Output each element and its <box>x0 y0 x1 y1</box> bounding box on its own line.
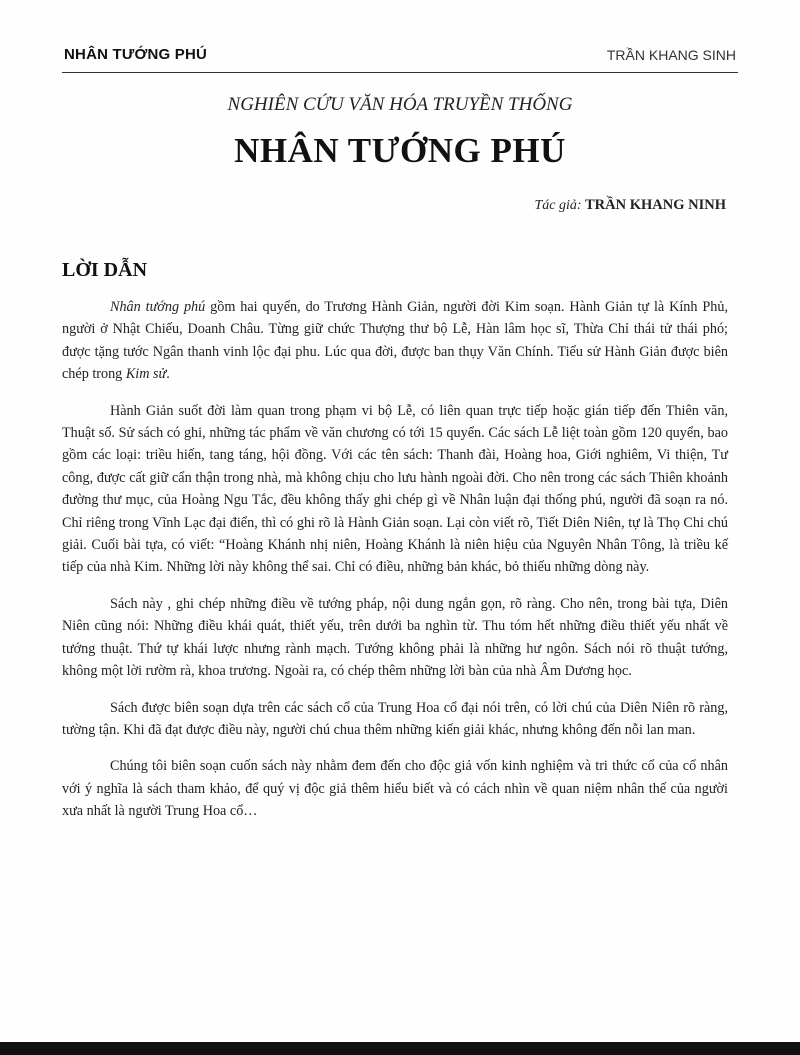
book-title-italic: Nhân tướng phú <box>110 299 206 315</box>
author-name: TRẦN KHANG NINH <box>585 197 726 213</box>
author-line <box>534 197 726 214</box>
paragraph-5: Chúng tôi biên soạn cuốn sách này nhằm đem đến cho độc giả vốn kinh nghiệm và tri thức cổ của cổ nhân với ý nghĩa là sách tham khảo, để quý vị độc giả thêm hiểu biết và có cách nhìn về quan niệm nhân thế của người xưa nhất là người Trung Hoa cổ… <box>62 758 728 820</box>
section-heading: LỜI DẪN <box>62 259 148 281</box>
paragraph-1 <box>62 296 728 386</box>
paragraph-2: Hành Giản suốt đời làm quan trong phạm vi bộ Lễ, có liên quan trực tiếp hoặc gián tiếp đến Thiên văn, Thuật số. Sử sách có ghi, những tác phẩm về văn chương có tới 15 quyển. Các sách Lễ liệt toàn gồm 120 quyển, bao gồm các loại: triều hiến, tang táng, hội đồng. Với các tên sách: Thanh đài, Hoàng hoa, Giới nghiêm, Vi thiện, Tư công, được cất giữ cẩn thận trong nhà, mà không chịu cho lưu hành ngoài đời. Cho nên trong các sách Thiên khoảnh đường thư mục, của Hoàng Ngu Tắc, đều không thấy ghi chép gì về Nhân luận đại thống phú, người đã soạn ra nó. Chỉ riêng trong Vĩnh Lạc đại điển, thì có ghi rõ là Hành Giản soạn. Lại còn viết rõ, Tiết Diên Niên, tự là Thọ Chi chú giải. Cuối bài tựa, có viết: “Hoàng Khánh nhị niên, Hoàng Khánh là niên hiệu của Nguyên Nhân Tông, là triều kế tiếp của nhà Kim. Những lời này không thể sai. Chỉ có điều, những bản khác, bỏ thiếu những dòng này. <box>62 402 728 576</box>
running-header <box>62 44 738 73</box>
series-subtitle: NGHIÊN CỨU VĂN HÓA TRUYỀN THỐNG <box>227 94 573 115</box>
document-title: NHÂN TƯỚNG PHÚ <box>234 131 566 170</box>
paragraph-4: Sách được biên soạn dựa trên các sách cổ của Trung Hoa cổ đại nói trên, có lời chú của Diên Niên rõ ràng, tường tận. Khi đã đạt được điều này, người chú chua thêm những kiến giải khác, nhưng không đến nỗi lan man. <box>62 699 728 738</box>
body-text <box>62 296 728 837</box>
running-header-title: NHÂN TƯỚNG PHÚ <box>64 46 208 63</box>
paragraph-1-end: . <box>166 366 170 383</box>
paragraph-1-text: gồm hai quyển, do Trương Hành Giản, người đời Kim soạn. Hành Giản tự là Kính Phủ, người ở Nhật Chiếu, Doanh Châu. Từng giữ chức Thượng thư bộ Lễ, Hàn lâm học sĩ, Thừa Chỉ thái tử thái phó; được tặng tước Ngân thanh vinh lộc đại phu. Lúc qua đời, được ban thụy Văn Chính. Tiểu sử Hành Giản được biên chép trong <box>62 299 728 383</box>
running-header-author: TRẦN KHANG SINH <box>606 47 736 63</box>
bottom-edge-bar <box>0 1042 800 1055</box>
paragraph-3: Sách này , ghi chép những điều về tướng pháp, nội dung ngắn gọn, rõ ràng. Cho nên, trong bài tựa, Diên Niên cũng nói: Những điều khái quát, thiết yếu, trên dưới ba nghìn từ. Thu tóm hết những điều thiết yếu nhất về tướng thuật. Thứ tự khái lược nhưng rành mạch. Tướng không phải là những hư ngôn. Sách nói rõ thuật tướng, không một lời rườm rà, khoa trương. Ngoài ra, có chép thêm những lời bàn của nhà Âm Dương học. <box>62 595 728 680</box>
author-label: Tác giả: <box>534 198 582 213</box>
kim-su-italic: Kim sử <box>125 366 167 383</box>
